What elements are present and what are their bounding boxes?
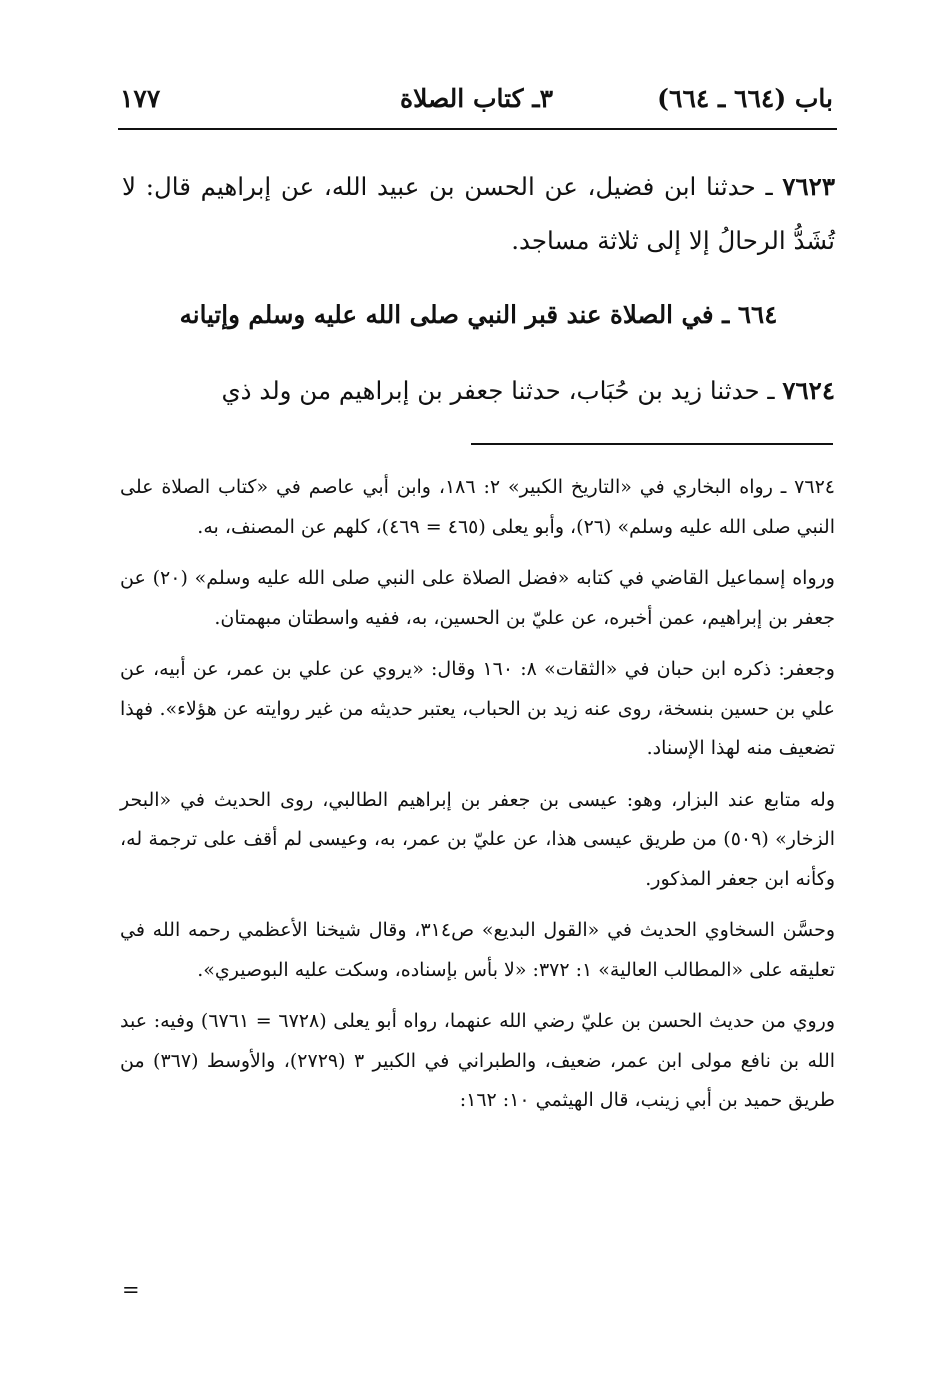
footnote-paragraph: وحسَّن السخاوي الحديث في «القول البديع» ص٣١٤، وقال شيخنا الأعظمي رحمه الله في تعليقه على «المطالب العالية» ١: ٣٧٢: «لا بأس بإسناده، وسكت عليه البوصيري». — [120, 919, 835, 981]
footnote-paragraph: ٧٦٢٤ ـ رواه البخاري في «التاريخ الكبير» ٢: ١٨٦، وابن أبي عاصم في «كتاب الصلاة على النبي صلى الله عليه وسلم» (٢٦)، وأبو يعلى (٤٦٥ = ٤٦٩)، كلهم عن المصنف، به. — [120, 476, 835, 538]
hadith-text: ـ حدثنا ابن فضيل، عن الحسن بن عبيد الله، عن إبراهيم قال: لا تُشَدُّ الرحالُ إلا إلى ثلاثة مساجد. — [122, 172, 835, 255]
header-divider — [118, 128, 837, 130]
footnote-divider — [471, 443, 833, 445]
book-title: ٣ـ كتاب الصلاة — [399, 84, 554, 113]
footnote-paragraph: وله متابع عند البزار، وهو: عيسى بن جعفر بن إبراهيم الطالبي، روى الحديث في «البحر الزخار» (٥٠٩) من طريق عيسى هذا، عن عليّ بن عمر، به، وعيسى لم أقف على ترجمة له، وكأنه ابن جعفر المذكور. — [120, 788, 835, 890]
page-number: ١٧٧ — [120, 84, 161, 113]
continuation-mark: = — [122, 1278, 140, 1302]
hadith-7624 — [122, 364, 835, 418]
footnote-paragraph: وروي من حديث الحسن بن عليّ رضي الله عنهما، رواه أبو يعلى (٦٧٢٨ = ٦٧٦١) وفيه: عبد الله بن نافع مولى ابن عمر، ضعيف، والطبراني في الكبير ٣ (٢٧٢٩)، والأوسط (٣٦٧) من طريق حميد بن أبي زينب، قال الهيثمي ١٠: ١٦٢: — [120, 1010, 836, 1111]
running-header — [120, 84, 833, 124]
chapter-range: باب (٦٦٤ ـ ٦٦٤) — [657, 84, 833, 113]
hadith-number: ٧٦٢٣ — [782, 172, 835, 201]
hadith-text: ـ حدثنا زيد بن حُبَاب، حدثنا جعفر بن إبراهيم من ولد ذي — [221, 376, 783, 405]
hadith-number: ٧٦٢٤ — [782, 376, 835, 405]
chapter-heading: ٦٦٤ ـ في الصلاة عند قبر النبي صلى الله عليه وسلم وإتيانه — [179, 300, 778, 329]
footnote-paragraph: وجعفر: ذكره ابن حبان في «الثقات» ٨: ١٦٠ وقال: «يروي عن علي بن عمر، عن أبيه، عن علي بن حسين بنسخة، روى عنه زيد بن الحباب، يعتبر حديثه من غير روايته عن هؤلاء». فهذا تضعيف منه لهذا الإسناد. — [120, 658, 835, 759]
main-text — [122, 160, 835, 418]
footnotes — [120, 468, 835, 1121]
hadith-7623 — [122, 160, 835, 268]
footnote-paragraph: ورواه إسماعيل القاضي في كتابه «فضل الصلاة على النبي صلى الله عليه وسلم» (٢٠) عن جعفر بن إبراهيم، عمن أخبره، عن عليّ بن الحسين، به، ففيه واسطتان مبهمتان. — [120, 567, 835, 629]
